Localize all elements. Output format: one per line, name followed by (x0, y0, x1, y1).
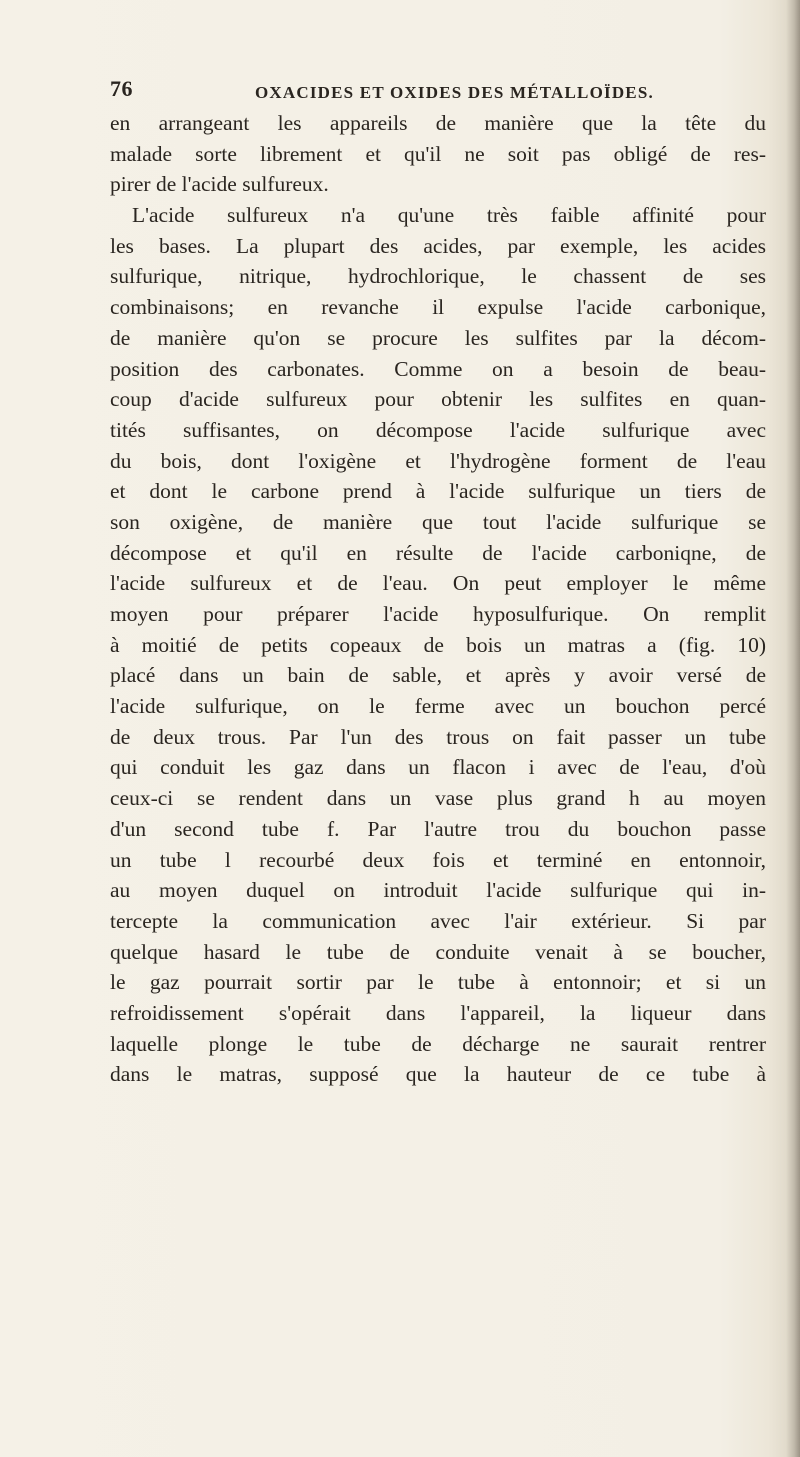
text-line: à moitié de petits copeaux de bois un matras a (fig. 10) (110, 632, 766, 657)
text-line: d'un second tube f. Par l'autre trou du bouchon passe (110, 816, 766, 841)
text-line: dans le matras, supposé que la hauteur de ce tube à (110, 1062, 766, 1087)
text-line: combinaisons; en revanche il expulse l'acide carbonique, (110, 295, 766, 320)
text-line: L'acide sulfureux n'a qu'une très faible affinité pour (132, 203, 766, 228)
text-line: au moyen duquel on introduit l'acide sulfurique qui in- (110, 878, 766, 903)
text-line: tités suffisantes, on décompose l'acide sulfurique avec (110, 417, 766, 442)
text-line: décompose et qu'il en résulte de l'acide carboniqne, de (110, 540, 766, 565)
page-edge-shadow (786, 0, 800, 1457)
text-line: les bases. La plupart des acides, par exemple, les acides (110, 233, 766, 258)
text-line: ceux-ci se rendent dans un vase plus grand h au moyen (110, 786, 766, 811)
text-line: placé dans un bain de sable, et après y avoir versé de (110, 663, 766, 688)
text-line: du bois, dont l'oxigène et l'hydrogène forment de l'eau (110, 448, 766, 473)
text-line: malade sorte librement et qu'il ne soit pas obligé de res- (110, 141, 766, 166)
text-line: refroidissement s'opérait dans l'appareil, la liqueur dans (110, 1000, 766, 1025)
text-line: un tube l recourbé deux fois et terminé en entonnoir, (110, 847, 766, 872)
page-number: 76 (110, 76, 133, 101)
page-header (110, 76, 790, 106)
text-line: le gaz pourrait sortir par le tube à entonnoir; et si un (110, 970, 766, 995)
running-head: OXACIDES ET OXIDES DES MÉTALLOÏDES. (255, 83, 654, 102)
text-line: l'acide sulfureux et de l'eau. On peut employer le même (110, 571, 766, 596)
text-line: laquelle plonge le tube de décharge ne saurait rentrer (110, 1031, 766, 1056)
text-line: tercepte la communication avec l'air extérieur. Si par (110, 908, 766, 933)
text-line: de manière qu'on se procure les sulfites par la décom- (110, 325, 766, 350)
text-line: position des carbonates. Comme on a besoin de beau- (110, 356, 766, 381)
text-line: et dont le carbone prend à l'acide sulfurique un tiers de (110, 479, 766, 504)
text-line: de deux trous. Par l'un des trous on fait passer un tube (110, 724, 766, 749)
text-line: l'acide sulfurique, on le ferme avec un bouchon percé (110, 694, 766, 719)
text-line: qui conduit les gaz dans un flacon i avec de l'eau, d'où (110, 755, 766, 780)
text-line: en arrangeant les appareils de manière que la tête du (110, 111, 766, 135)
body-text (110, 108, 766, 1090)
text-line: coup d'acide sulfureux pour obtenir les sulfites en quan- (110, 387, 766, 412)
text-line: pirer de l'acide sulfureux. (110, 172, 329, 197)
text-line: quelque hasard le tube de conduite venait à se boucher, (110, 939, 766, 964)
text-line: moyen pour préparer l'acide hyposulfurique. On remplit (110, 602, 766, 626)
text-line: son oxigène, de manière que tout l'acide sulfurique se (110, 509, 766, 534)
text-line: sulfurique, nitrique, hydrochlorique, le chassent de ses (110, 264, 766, 289)
